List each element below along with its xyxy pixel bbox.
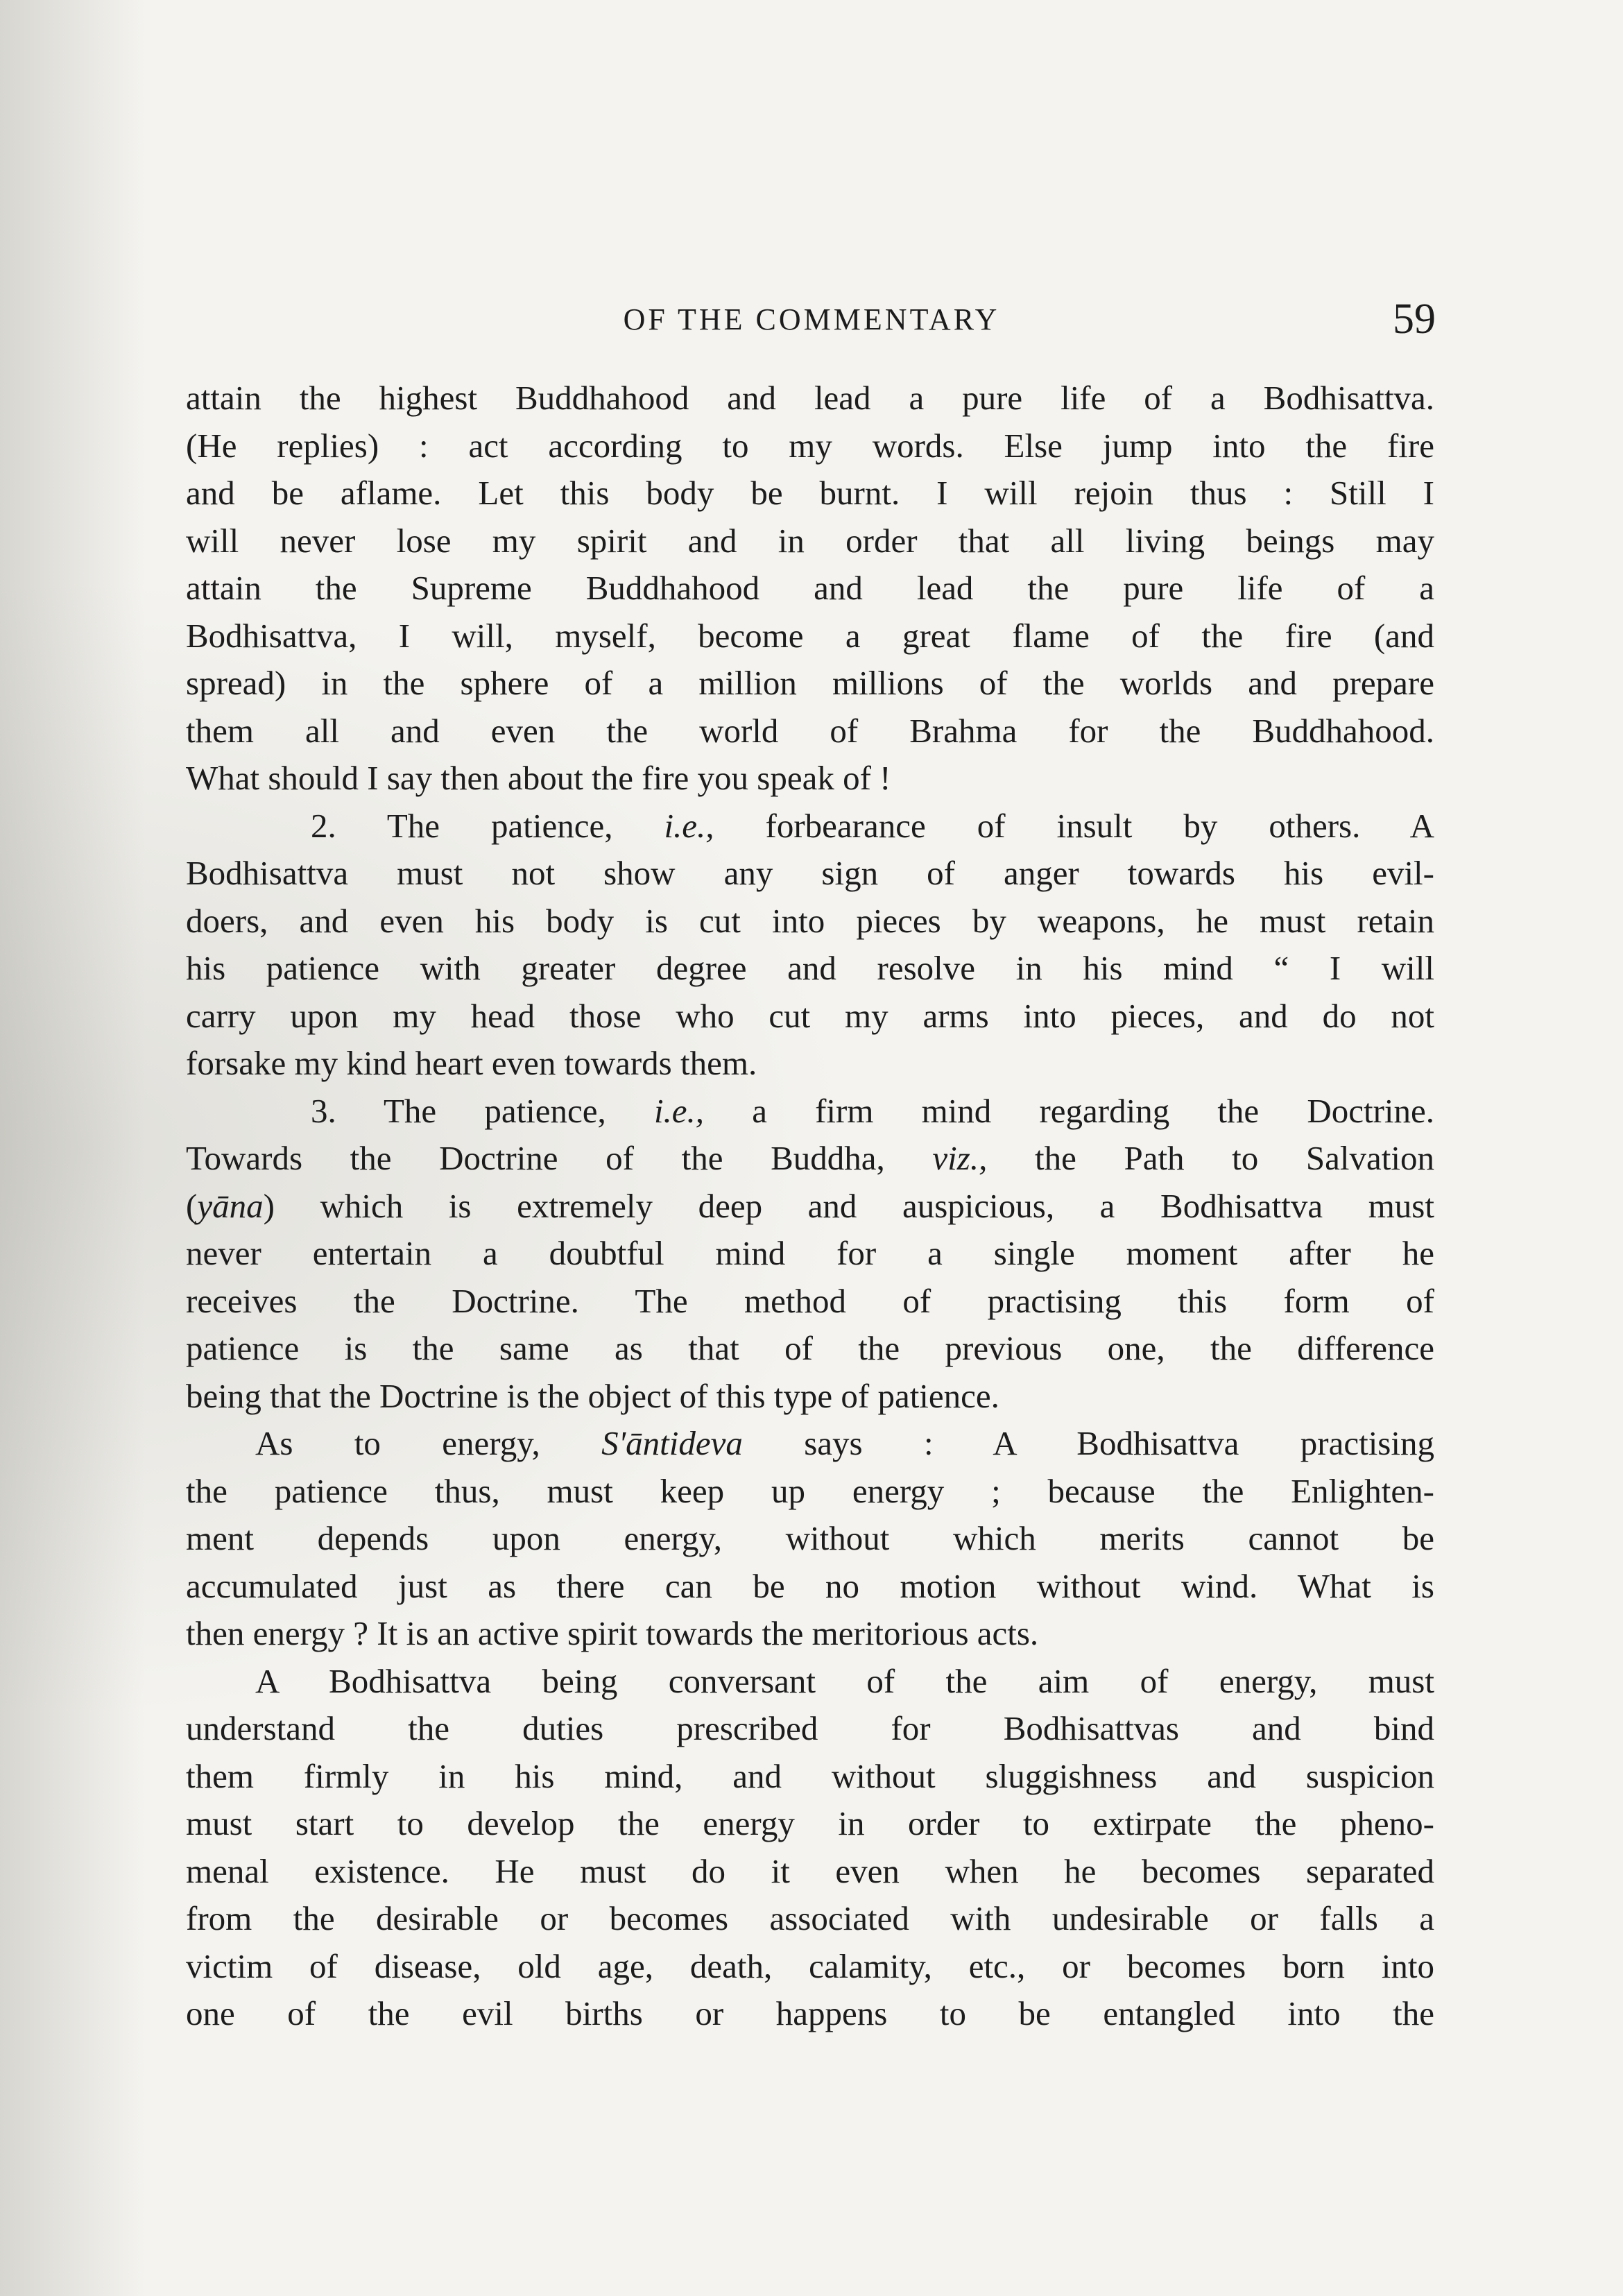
text-line: Bodhisattva must not show any sign of anger towards his evil- [186,854,1434,892]
text-line: Bodhisattva, I will, myself, become a great flame of the fire (and [186,616,1434,655]
body-text [186,375,1434,2038]
text-line: will never lose my spirit and in order that all living beings may [186,521,1434,560]
text-line: receives the Doctrine. The method of practising this form of [186,1281,1434,1320]
text-line: then energy ? It is an active spirit towards the meritorious acts. [186,1614,1039,1652]
text-line: from the desirable or becomes associated with undesirable or falls a [186,1899,1434,1937]
text-line: ment depends upon energy, without which merits cannot be [186,1519,1434,1557]
text-line: attain the Supreme Buddhahood and lead the pure life of a [186,569,1434,607]
text-line: A Bodhisattva being conversant of the aim of energy, must [255,1661,1434,1700]
text-line: must start to develop the energy in order to extirpate the pheno- [186,1804,1434,1842]
text-line: never entertain a doubtful mind for a single moment after he [186,1234,1434,1272]
text-line: being that the Doctrine is the object of this type of patience. [186,1376,999,1415]
text-line: carry upon my head those who cut my arms into pieces, and do not [186,996,1434,1035]
text-line: What should I say then about the fire you speak of ! [186,759,891,797]
text-line: understand the duties prescribed for Bodhisattvas and bind [186,1709,1434,1747]
text-line: them all and even the world of Brahma for the Buddhahood. [186,711,1434,750]
page-number: 59 [1393,295,1436,343]
text-line: menal existence. He must do it even when he becomes separated [186,1851,1434,1890]
running-head [187,295,1436,350]
text-line: and be aflame. Let this body be burnt. I will rejoin thus : Still I [186,474,1434,512]
text-line: Towards the Doctrine of the Buddha, viz., the Path to Salvation [186,1139,1434,1177]
text-line: 2. The patience, i.e., forbearance of insult by others. A [311,806,1434,845]
text-line: As to energy, S'āntideva says : A Bodhisattva practising [255,1424,1434,1462]
text-line: accumulated just as there can be no motion without wind. What is [186,1566,1434,1605]
text-line: (He replies) : act according to my words. Else jump into the fire [186,426,1434,465]
text-line: the patience thus, must keep up energy ; because the Enlighten- [186,1471,1434,1510]
running-title: OF THE COMMENTARY [623,302,1000,336]
scan-edge-shadow [0,0,146,2296]
text-line: spread) in the sphere of a million millions of the worlds and prepare [186,664,1434,702]
text-line: (yāna) which is extremely deep and auspicious, a Bodhisattva must [186,1186,1434,1225]
text-line: forsake my kind heart even towards them. [186,1044,757,1082]
text-line: victim of disease, old age, death, calamity, etc., or becomes born into [186,1946,1434,1985]
text-line: his patience with greater degree and resolve in his mind “ I will [186,949,1434,987]
text-line: attain the highest Buddhahood and lead a pure life of a Bodhisattva. [186,379,1434,417]
text-line: 3. The patience, i.e., a firm mind regarding the Doctrine. [311,1091,1434,1130]
text-line: doers, and even his body is cut into pieces by weapons, he must retain [186,901,1434,940]
text-line: patience is the same as that of the previous one, the difference [186,1329,1434,1367]
text-line: one of the evil births or happens to be entangled into the [186,1994,1434,2032]
text-line: them firmly in his mind, and without sluggishness and suspicion [186,1756,1434,1795]
